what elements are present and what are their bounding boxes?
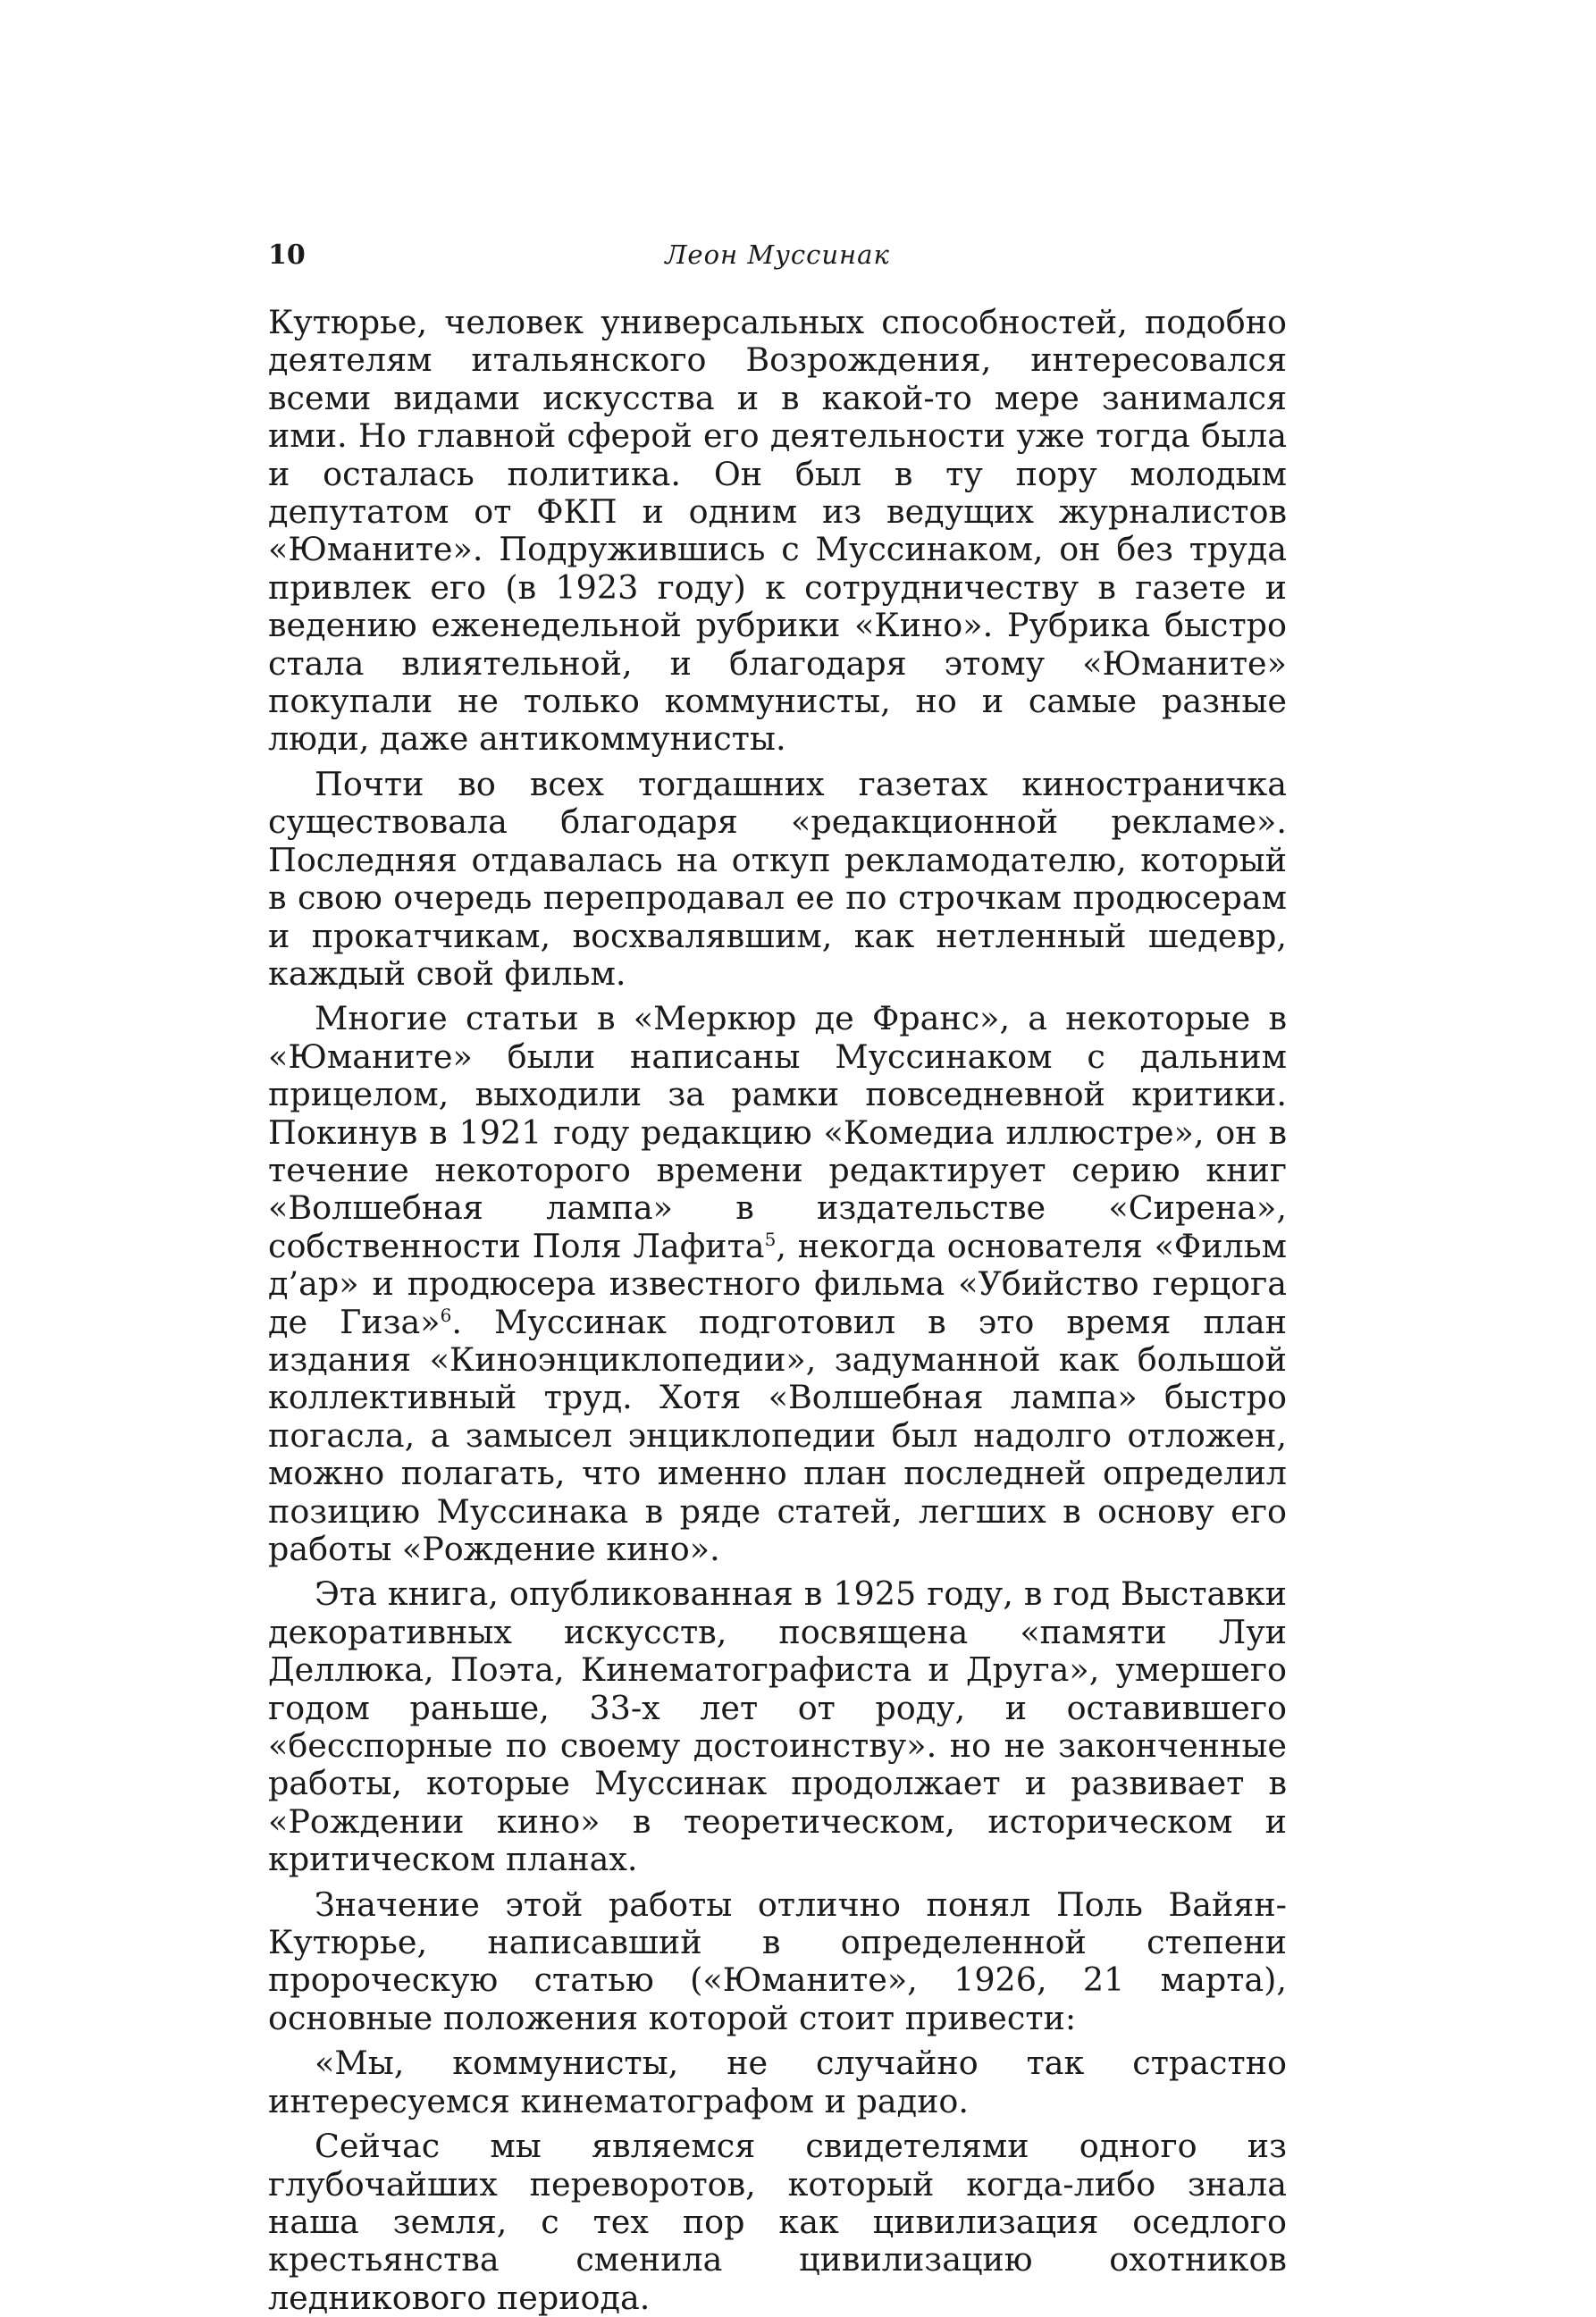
quote-paragraph-1: «Мы, коммунисты, не случайно так страстно интересуемся кинематографом и радио. bbox=[268, 2044, 1287, 2120]
paragraph-1: Кутюрье, человек универсальных способностей, подобно деятелям итальянского Возрождения, интересовался всеми видами искусства и в какой-то мере занимался ими. Но главной сферой его деятельности уже тогда была и осталась политика. Он был в ту пору молодым депутатом от ФКП и одним из ведущих журналистов «Юманите». Подружившись с Муссинаком, он без труда привлек его (в 1923 году) к сотрудничеству в газете и ведению еженедельной рубрики «Кино». Рубрика быстро стала влиятельной, и благодаря этому «Юманите» покупали не только коммунисты, но и самые разные люди, даже антикоммунисты. bbox=[268, 303, 1287, 759]
paragraph-2: Почти во всех тогдашних газетах киностраничка существовала благодаря «редакционной рекламе». Последняя отдавалась на откуп рекламодателю, который в свою очередь перепродавал ее по строчкам продюсерам и прокатчикам, восхвалявшим, как нетленный шедевр, каждый свой фильм. bbox=[268, 764, 1287, 993]
paragraph-3-text-a: Многие статьи в «Меркюр де Франс», а некоторые в «Юманите» были написаны Муссинаком с дальним прицелом, выходили за рамки повседневной критики. Покинув в 1921 году редакцию «Комедиа иллюстре», он в течение некоторого времени редактирует серию книг «Волшебная лампа» в издательстве «Сирена», собственности Поля Лафита bbox=[268, 999, 1287, 1265]
footnote-ref-6[interactable]: 6 bbox=[440, 1304, 452, 1326]
paragraph-3 bbox=[268, 1000, 1287, 1568]
paragraph-4: Эта книга, опубликованная в 1925 году, в год Выставки декоративных искусств, посвящена «памяти Луи Деллюка, Поэта, Кинематографиста и Друга», умершего годом раньше, 33-х лет от роду, и оставившего «бесспорные по своему достоинству». но не законченные работы, которые Муссинак продолжает и развивает в «Рождении кино» в теоретическом, историческом и критическом планах. bbox=[268, 1574, 1287, 1879]
book-page bbox=[268, 239, 1287, 2317]
quote-paragraph-2: Сейчас мы являемся свидетелями одного из глубочайших переворотов, который когда-либо знала наша земля, с тех пор как цивилизация оседлого крестьянства сменила цивилизацию охотников ледникового периода. bbox=[268, 2127, 1287, 2317]
paragraph-5: Значение этой работы отлично понял Поль Вайян-Кутюрье, написавший в определенной степени пророческую статью («Юманите», 1926, 21 марта), основные положения которой стоит привести: bbox=[268, 1885, 1287, 2037]
paragraph-3-text-b: , некогда основателя «Фильм д’ар» и продюсера известного фильма «Убийство герцога де Гиза» bbox=[268, 1226, 1287, 1341]
running-title: Леон Муссинак bbox=[665, 239, 890, 270]
footnote-ref-5[interactable]: 5 bbox=[764, 1228, 777, 1250]
paragraph-3-text-c: . Муссинак подготовил в это время план издания «Киноэнциклопедии», задуманной как большой коллективный труд. Хотя «Волшебная лампа» быстро погасла, а замысел энциклопедии был надолго отложен, можно полагать, что именно план последней определил позицию Муссинака в ряде статей, легших в основу его работы «Рождение кино». bbox=[268, 1302, 1288, 1568]
page-header bbox=[268, 239, 1287, 293]
page-number: 10 bbox=[268, 239, 306, 271]
body-text bbox=[268, 304, 1287, 2317]
